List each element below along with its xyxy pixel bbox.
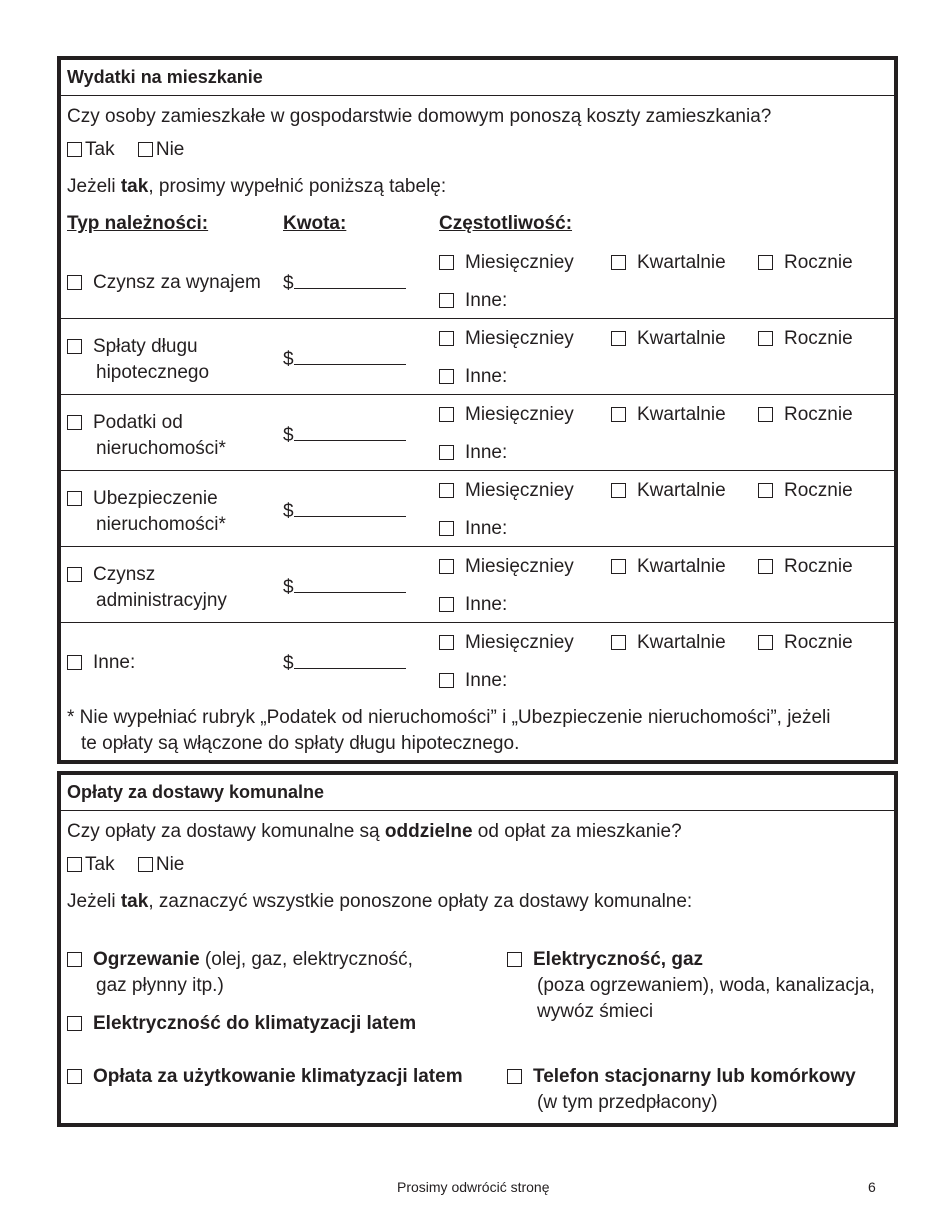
phone-checkbox[interactable] (507, 1069, 522, 1084)
freq-monthly-option (439, 404, 574, 426)
freq-quarterly-label: Kwartalnie (637, 252, 726, 273)
freq-other-option (439, 670, 507, 692)
freq-monthly-option (439, 632, 574, 654)
expense-type-label: Ubezpieczenie (93, 488, 218, 509)
col-header-frequency: Częstotliwość: (439, 213, 573, 234)
electric-gas-label: Elektryczność, gaz (533, 949, 704, 970)
freq-other-checkbox[interactable] (439, 673, 454, 688)
freq-monthly-checkbox[interactable] (439, 483, 454, 498)
freq-quarterly-option (611, 328, 726, 350)
amount-field[interactable] (283, 576, 406, 599)
freq-monthly-option (439, 556, 574, 578)
yes-no-row (67, 139, 184, 161)
freq-other-option (439, 518, 507, 540)
housing-question: Czy osoby zamieszkałe w gospodarstwie domowym ponoszą koszty zamieszkania? (67, 106, 772, 127)
freq-yearly-option (758, 556, 853, 578)
freq-yearly-label: Rocznie (784, 480, 853, 501)
freq-yearly-label: Rocznie (784, 252, 853, 273)
row-divider (61, 470, 894, 471)
no-label: Nie (155, 854, 185, 875)
freq-yearly-checkbox[interactable] (758, 331, 773, 346)
heating-label: Ogrzewanie (93, 949, 200, 970)
freq-other-label: Inne: (465, 594, 508, 615)
freq-monthly-label: Miesięczniey (465, 328, 574, 349)
freq-yearly-checkbox[interactable] (758, 255, 773, 270)
ac-electric-label: Elektryczność do klimatyzacji latem (93, 1013, 417, 1034)
freq-quarterly-checkbox[interactable] (611, 255, 626, 270)
freq-other-checkbox[interactable] (439, 369, 454, 384)
freq-monthly-checkbox[interactable] (439, 407, 454, 422)
expense-type-label: Czynsz za wynajem (93, 272, 261, 293)
expense-type-option (67, 652, 135, 674)
freq-quarterly-checkbox[interactable] (611, 635, 626, 650)
dollar-sign: $ (283, 349, 294, 370)
freq-yearly-label: Rocznie (784, 404, 853, 425)
freq-other-label: Inne: (465, 670, 508, 691)
col-header-type: Typ należności: (67, 213, 209, 234)
phone-option (507, 1066, 856, 1088)
freq-yearly-label: Rocznie (784, 328, 853, 349)
row-divider (61, 394, 894, 395)
freq-quarterly-label: Kwartalnie (637, 556, 726, 577)
housing-instruction: Jeżeli tak, prosimy wypełnić poniższą tabelę: (67, 176, 447, 197)
footer-turn-page: Prosimy odwrócić stronę (397, 1179, 550, 1195)
freq-other-option (439, 442, 507, 464)
expense-type-option (67, 336, 198, 358)
freq-quarterly-checkbox[interactable] (611, 559, 626, 574)
freq-quarterly-option (611, 404, 726, 426)
freq-monthly-option (439, 252, 574, 274)
phone-detail: (w tym przedpłacony) (537, 1092, 718, 1113)
freq-quarterly-option (611, 480, 726, 502)
freq-quarterly-checkbox[interactable] (611, 483, 626, 498)
amount-blank[interactable] (294, 272, 406, 289)
freq-other-checkbox[interactable] (439, 445, 454, 460)
no-checkbox[interactable] (138, 857, 153, 872)
freq-yearly-option (758, 328, 853, 350)
electric-gas-detail-1: (poza ogrzewaniem), woda, kanalizacja, (537, 975, 875, 996)
amount-blank[interactable] (294, 348, 406, 365)
expense-type-label: Podatki od (93, 412, 183, 433)
expense-type-checkbox[interactable] (67, 275, 82, 290)
expense-type-label-cont: hipotecznego (96, 362, 210, 383)
freq-monthly-checkbox[interactable] (439, 635, 454, 650)
freq-monthly-label: Miesięczniey (465, 556, 574, 577)
expense-type-checkbox[interactable] (67, 491, 82, 506)
yes-label: Tak (85, 139, 115, 160)
no-checkbox[interactable] (138, 142, 153, 157)
freq-monthly-checkbox[interactable] (439, 331, 454, 346)
phone-label: Telefon stacjonarny lub komórkowy (533, 1066, 856, 1087)
yes-checkbox[interactable] (67, 857, 82, 872)
electric-gas-option (507, 949, 703, 971)
freq-yearly-checkbox[interactable] (758, 635, 773, 650)
freq-yearly-option (758, 632, 853, 654)
electric-gas-checkbox[interactable] (507, 952, 522, 967)
freq-yearly-label: Rocznie (784, 556, 853, 577)
expense-type-label: Inne: (93, 652, 136, 673)
heating-detail: gaz płynny itp.) (96, 975, 224, 996)
freq-other-option (439, 594, 507, 616)
freq-quarterly-option (611, 632, 726, 654)
footnote-line-1: * Nie wypełniać rubryk „Podatek od nieruchomości” i „Ubezpieczenie nieruchomości”, jeżeli (67, 707, 831, 728)
yes-no-row (67, 854, 184, 876)
freq-monthly-label: Miesięczniey (465, 252, 574, 273)
freq-quarterly-label: Kwartalnie (637, 480, 726, 501)
expense-type-label: Spłaty długu (93, 336, 198, 357)
expense-type-label: Czynsz (93, 564, 156, 585)
no-label: Nie (155, 139, 185, 160)
freq-monthly-option (439, 480, 574, 502)
freq-quarterly-label: Kwartalnie (637, 328, 726, 349)
freq-yearly-option (758, 404, 853, 426)
page-number: 6 (868, 1179, 876, 1195)
freq-other-label: Inne: (465, 290, 508, 311)
yes-label: Tak (85, 854, 115, 875)
freq-quarterly-checkbox[interactable] (611, 331, 626, 346)
expense-type-option (67, 272, 261, 294)
dollar-sign: $ (283, 653, 294, 674)
amount-blank[interactable] (294, 652, 406, 669)
utilities-question: Czy opłaty za dostawy komunalne są oddzielne od opłat za mieszkanie? (67, 821, 682, 842)
expense-type-label-cont: nieruchomości* (96, 438, 226, 459)
freq-monthly-option (439, 328, 574, 350)
freq-other-label: Inne: (465, 366, 508, 387)
freq-quarterly-option (611, 252, 726, 274)
freq-quarterly-option (611, 556, 726, 578)
ac-electric-checkbox[interactable] (67, 1016, 82, 1031)
freq-other-label: Inne: (465, 518, 508, 539)
section-title: Opłaty za dostawy komunalne (61, 775, 894, 811)
expense-type-checkbox[interactable] (67, 339, 82, 354)
freq-yearly-label: Rocznie (784, 632, 853, 653)
freq-other-checkbox[interactable] (439, 293, 454, 308)
freq-other-option (439, 366, 507, 388)
freq-other-checkbox[interactable] (439, 521, 454, 536)
amount-blank[interactable] (294, 500, 406, 517)
amount-field[interactable] (283, 424, 406, 447)
freq-monthly-checkbox[interactable] (439, 255, 454, 270)
freq-quarterly-label: Kwartalnie (637, 632, 726, 653)
freq-other-label: Inne: (465, 442, 508, 463)
utilities-instruction: Jeżeli tak, zaznaczyć wszystkie ponoszone opłaty za dostawy komunalne: (67, 891, 693, 912)
freq-monthly-label: Miesięczniey (465, 480, 574, 501)
heating-option: Ogrzewanie (olej, gaz, elektryczność, (67, 949, 413, 971)
freq-monthly-label: Miesięczniey (465, 632, 574, 653)
amount-field[interactable] (283, 652, 406, 675)
freq-yearly-option (758, 252, 853, 274)
freq-quarterly-checkbox[interactable] (611, 407, 626, 422)
dollar-sign: $ (283, 577, 294, 598)
expense-type-label-cont: nieruchomości* (96, 514, 226, 535)
dollar-sign: $ (283, 273, 294, 294)
freq-monthly-label: Miesięczniey (465, 404, 574, 425)
section-title: Wydatki na mieszkanie (61, 60, 894, 96)
dollar-sign: $ (283, 501, 294, 522)
utilities-section (57, 771, 898, 1127)
freq-other-checkbox[interactable] (439, 597, 454, 612)
expense-type-option (67, 564, 155, 586)
electric-gas-detail-2: wywóz śmieci (537, 1001, 654, 1022)
heating-checkbox[interactable] (67, 952, 82, 967)
freq-yearly-option (758, 480, 853, 502)
yes-checkbox[interactable] (67, 142, 82, 157)
expense-type-checkbox[interactable] (67, 655, 82, 670)
col-header-amount: Kwota: (283, 213, 347, 234)
dollar-sign: $ (283, 425, 294, 446)
freq-yearly-checkbox[interactable] (758, 407, 773, 422)
row-divider (61, 622, 894, 623)
ac-electric-option (67, 1013, 416, 1035)
amount-blank[interactable] (294, 576, 406, 593)
expense-type-option (67, 412, 183, 434)
ac-fee-checkbox[interactable] (67, 1069, 82, 1084)
ac-fee-label: Opłata za użytkowanie klimatyzacji latem (93, 1066, 463, 1087)
freq-other-option (439, 290, 507, 312)
freq-monthly-checkbox[interactable] (439, 559, 454, 574)
expense-type-checkbox[interactable] (67, 567, 82, 582)
freq-quarterly-label: Kwartalnie (637, 404, 726, 425)
expense-type-checkbox[interactable] (67, 415, 82, 430)
amount-blank[interactable] (294, 424, 406, 441)
row-divider (61, 318, 894, 319)
amount-field[interactable] (283, 348, 406, 371)
freq-yearly-checkbox[interactable] (758, 559, 773, 574)
row-divider (61, 546, 894, 547)
amount-field[interactable] (283, 272, 406, 295)
expense-type-label-cont: administracyjny (96, 590, 227, 611)
housing-expenses-section (57, 56, 898, 764)
amount-field[interactable] (283, 500, 406, 523)
freq-yearly-checkbox[interactable] (758, 483, 773, 498)
ac-fee-option (67, 1066, 463, 1088)
expense-type-option (67, 488, 218, 510)
footnote-line-2: te opłaty są włączone do spłaty długu hipotecznego. (81, 733, 520, 754)
